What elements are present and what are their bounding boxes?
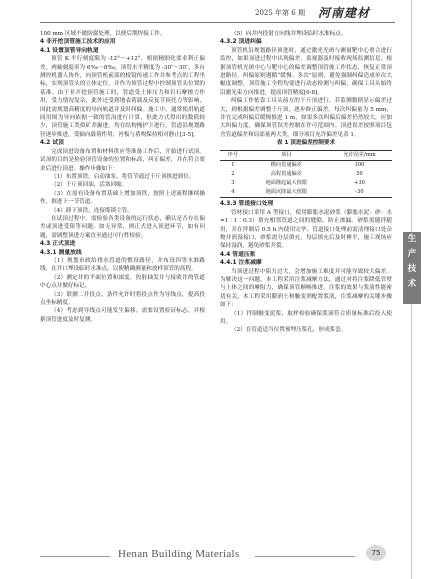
table-cell: 地面隆起最大值限 <box>265 180 308 187</box>
section-tab-char: 产 <box>407 249 417 259</box>
table-row <box>220 179 392 188</box>
section-tab-char: 生 <box>407 234 417 244</box>
section-heading: 4 非开挖顶管施工技术的应用 <box>40 39 116 46</box>
issue-label: 2025 年第 6 期 <box>255 9 305 17</box>
right-column <box>220 30 392 335</box>
paragraph: 100 mm 区域不做防腐处理，以便后期焊接工作。 <box>40 31 166 37</box>
side-rule-bottom <box>411 304 412 579</box>
subsection-heading: 4.1 设置顶管导向轨道 <box>40 47 99 54</box>
paragraph: 在试顶过程中，需检验各类设备的运行状态，确认是否存在偏差或顶进受阻等问题。如无异常，则正式进入顶进环节，如有问题，需调整顶进方案直至通过可行性检验。 <box>40 215 205 239</box>
section-tab-char: 术 <box>407 279 417 289</box>
table-row <box>220 161 392 171</box>
subsection-heading: 4.3.2 顶进纠偏 <box>220 39 262 46</box>
list-item: （3）联测二井投点，条件允许时将投点作为导线点，提高投点坐标精度。 <box>40 291 205 306</box>
header-rule <box>40 22 395 23</box>
paragraph: 纠偏工作依靠工具头前方的千斤顶进行，若监测数据显示偏差过大，则根据偏差调整千斤顶，逐步修正偏差。每次纠偏量为 5 mm，并在完成纠偏后缓慢推进 1 m，如果多次纠偏后偏差仍然较大，应加大纠偏力度，确保顶管误差控制在许可范围内。顶进误差按照项目包含管道偏差和局部量两大类，细分项目允许偏差见表 1。 <box>220 98 392 138</box>
section-tab-char: 技 <box>407 264 417 274</box>
table-row <box>220 188 392 198</box>
side-rule-top <box>411 0 412 232</box>
page-header <box>0 0 427 26</box>
list-item: （2）千斤顶回油，活塞回缩。 <box>51 182 128 189</box>
table-row <box>220 170 392 179</box>
table-cell: 高程贯通偏差 <box>270 171 302 178</box>
paragraph: 顶管机沿规划路径顶进时，通过激光光斑与测量靶中心重合进行监控，如果顶进过程中出现偏差，监视器及时接收现场监测信息，根据顶管机光斑中心与靶中心的偏差调整顶管施工作状态，恢复正常顶进路径。纠偏原则遵循“缓慢、多次”原则，避免强制纠偏造成单次大幅度调整。顶管施工全程均要进行动态检测与纠偏，确保工具头始终沿激光束方向推进，提高顶管精度[6-8]。 <box>220 47 392 96</box>
footer-rule <box>40 556 110 557</box>
paragraph: 管材接口采用 A 型接口，使用膨胀水泥砂浆（膨胀水泥：砂：水=1∶1∶0.3）填充相邻管道之间的缝隙，防止渗漏。砂浆需随拌随用，并在拌制后 0.5 h 内使用完毕。管道接口处理前需清理接口处杂物并润湿接口，砂浆需分层填充，每层填充后及时捶平，施工现场应保持湿润，避免砂浆开裂。 <box>220 209 392 250</box>
table-header-cell: 允许误差/mm <box>327 151 392 161</box>
table-cell: 4 <box>220 188 246 198</box>
subsection-heading: 4.4.1 注浆减摩 <box>220 260 262 267</box>
table-header-cell: 序号 <box>220 151 246 161</box>
table-cell: 地面沉降最大值限 <box>246 188 327 198</box>
table-cell: +30 <box>354 180 365 187</box>
paragraph: 完成顶进设备布置和材料供应等准备工作后，开始进行试顶。试顶的目的是检验顶管设备的位置和标高，纠正偏差，并在符合要求后进行顶进。操作步骤如下： <box>40 148 205 172</box>
list-item: （1）规划市政给排水管道的敷设路径，并布设四等水准路线，在井口埋设临时水准点，以便精确测量和放样顶管的高程。 <box>40 257 205 273</box>
list-item: （1）拌制触变泥浆，取样检验确保浆液符合质量标准后投入使用。 <box>220 310 392 325</box>
paragraph: 顶管 K 平行刻度限为 -12°～+12°，根据精细化要求利正偏差，两轴刻度率为 6‰～8‰，顶管水平精度为 -30″～30″。多台测控机器人协作，向顶管机前部的棱镜传递工作并参考点的工程坐标，实现顶管头的立体定位，并作为顶管过程中控制顶管头位置的基准。由于非开挖顶管施工时，管道受土体压力和岩石摩擦力作用，受力情况复杂，此外还受到地表荷载及反复节顶托力等影响，因此需规划高精度的导向轨道并及时纠偏。施工中，通常使用轨道间用图为导向依据一致的管沟进行计算，但此方式得出的数值较少，顶管施工类似矿井掘进，均在结构掩护下进行，管道沿规划路径逐步推进，受轴向载荷作用，衬板与盾构保持相对静止[3-5]。 <box>40 56 205 138</box>
table-cell: 3 <box>231 180 235 187</box>
list-item: （1）布置顶铁，启动油泵，将管节通过千斤顶推进到位。 <box>51 173 195 180</box>
list-item: （4）考虑到导线点可能发生偏移，需要设置验证标志，并根据顶管进度及时复测。 <box>40 308 205 323</box>
subsection-heading: 4.3 正式顶进 <box>40 241 76 248</box>
page-number: 75 <box>366 545 386 561</box>
subsection-heading: 4.4 管道压浆 <box>220 251 256 258</box>
table-header-cell: 项目 <box>246 151 327 161</box>
table-header-row <box>220 151 392 161</box>
table-caption: 表 1 顶进偏差控制要求 <box>276 140 336 147</box>
list-item: （2）在管道适当位置预埋压浆孔，形成浆套。 <box>231 327 347 334</box>
footer-journal-title: Henan Building Materials <box>118 548 240 560</box>
list-item: （4）卸下顶铁，连接缆锁主管。 <box>51 207 133 214</box>
journal-logo: 河南建材 <box>318 6 371 20</box>
table-cell: 50 <box>356 171 363 178</box>
list-item: （3）在原有设备布置基础上增加顶铁，按照上述流程继续操作，推进下一节管道。 <box>40 190 205 206</box>
table-cell: -30 <box>327 188 392 198</box>
page-footer <box>40 548 395 568</box>
left-column <box>40 30 205 324</box>
list-item: （5）向井内投射方向线并埋设临时水准标点。 <box>231 31 347 37</box>
subsection-heading: 4.3.1 测量放线 <box>40 249 82 256</box>
section-tab <box>403 232 421 304</box>
table-cell: 横向贯通偏差 <box>270 162 302 169</box>
paragraph: 当顶进过程中阻力过大，会增加施工难度并可能导致较大偏差。为解决这一问题，本工程采用注浆减摩方法，通过对将注浆降低管壁与土体之间的摩阻力，确保顶管顺畅推进。注浆的效果与浆液性能密切有关，本工程采用膨润土和触变剂配置浆液，注浆减摩的关键步骤如下： <box>220 268 392 309</box>
subsection-heading: 4.3.3 管道接口处理 <box>220 201 274 208</box>
table-cell: 2 <box>231 171 235 178</box>
table-cell: 1 <box>231 162 235 169</box>
deviation-table <box>220 150 392 198</box>
footer-rule <box>255 556 355 557</box>
table-cell: 100 <box>354 162 365 169</box>
subsection-heading: 4.2 试顶 <box>40 140 64 147</box>
list-item: （2）测定井的平面位置和深度，投射轴发并与接收井的管道中心点并做好标记。 <box>40 274 205 290</box>
